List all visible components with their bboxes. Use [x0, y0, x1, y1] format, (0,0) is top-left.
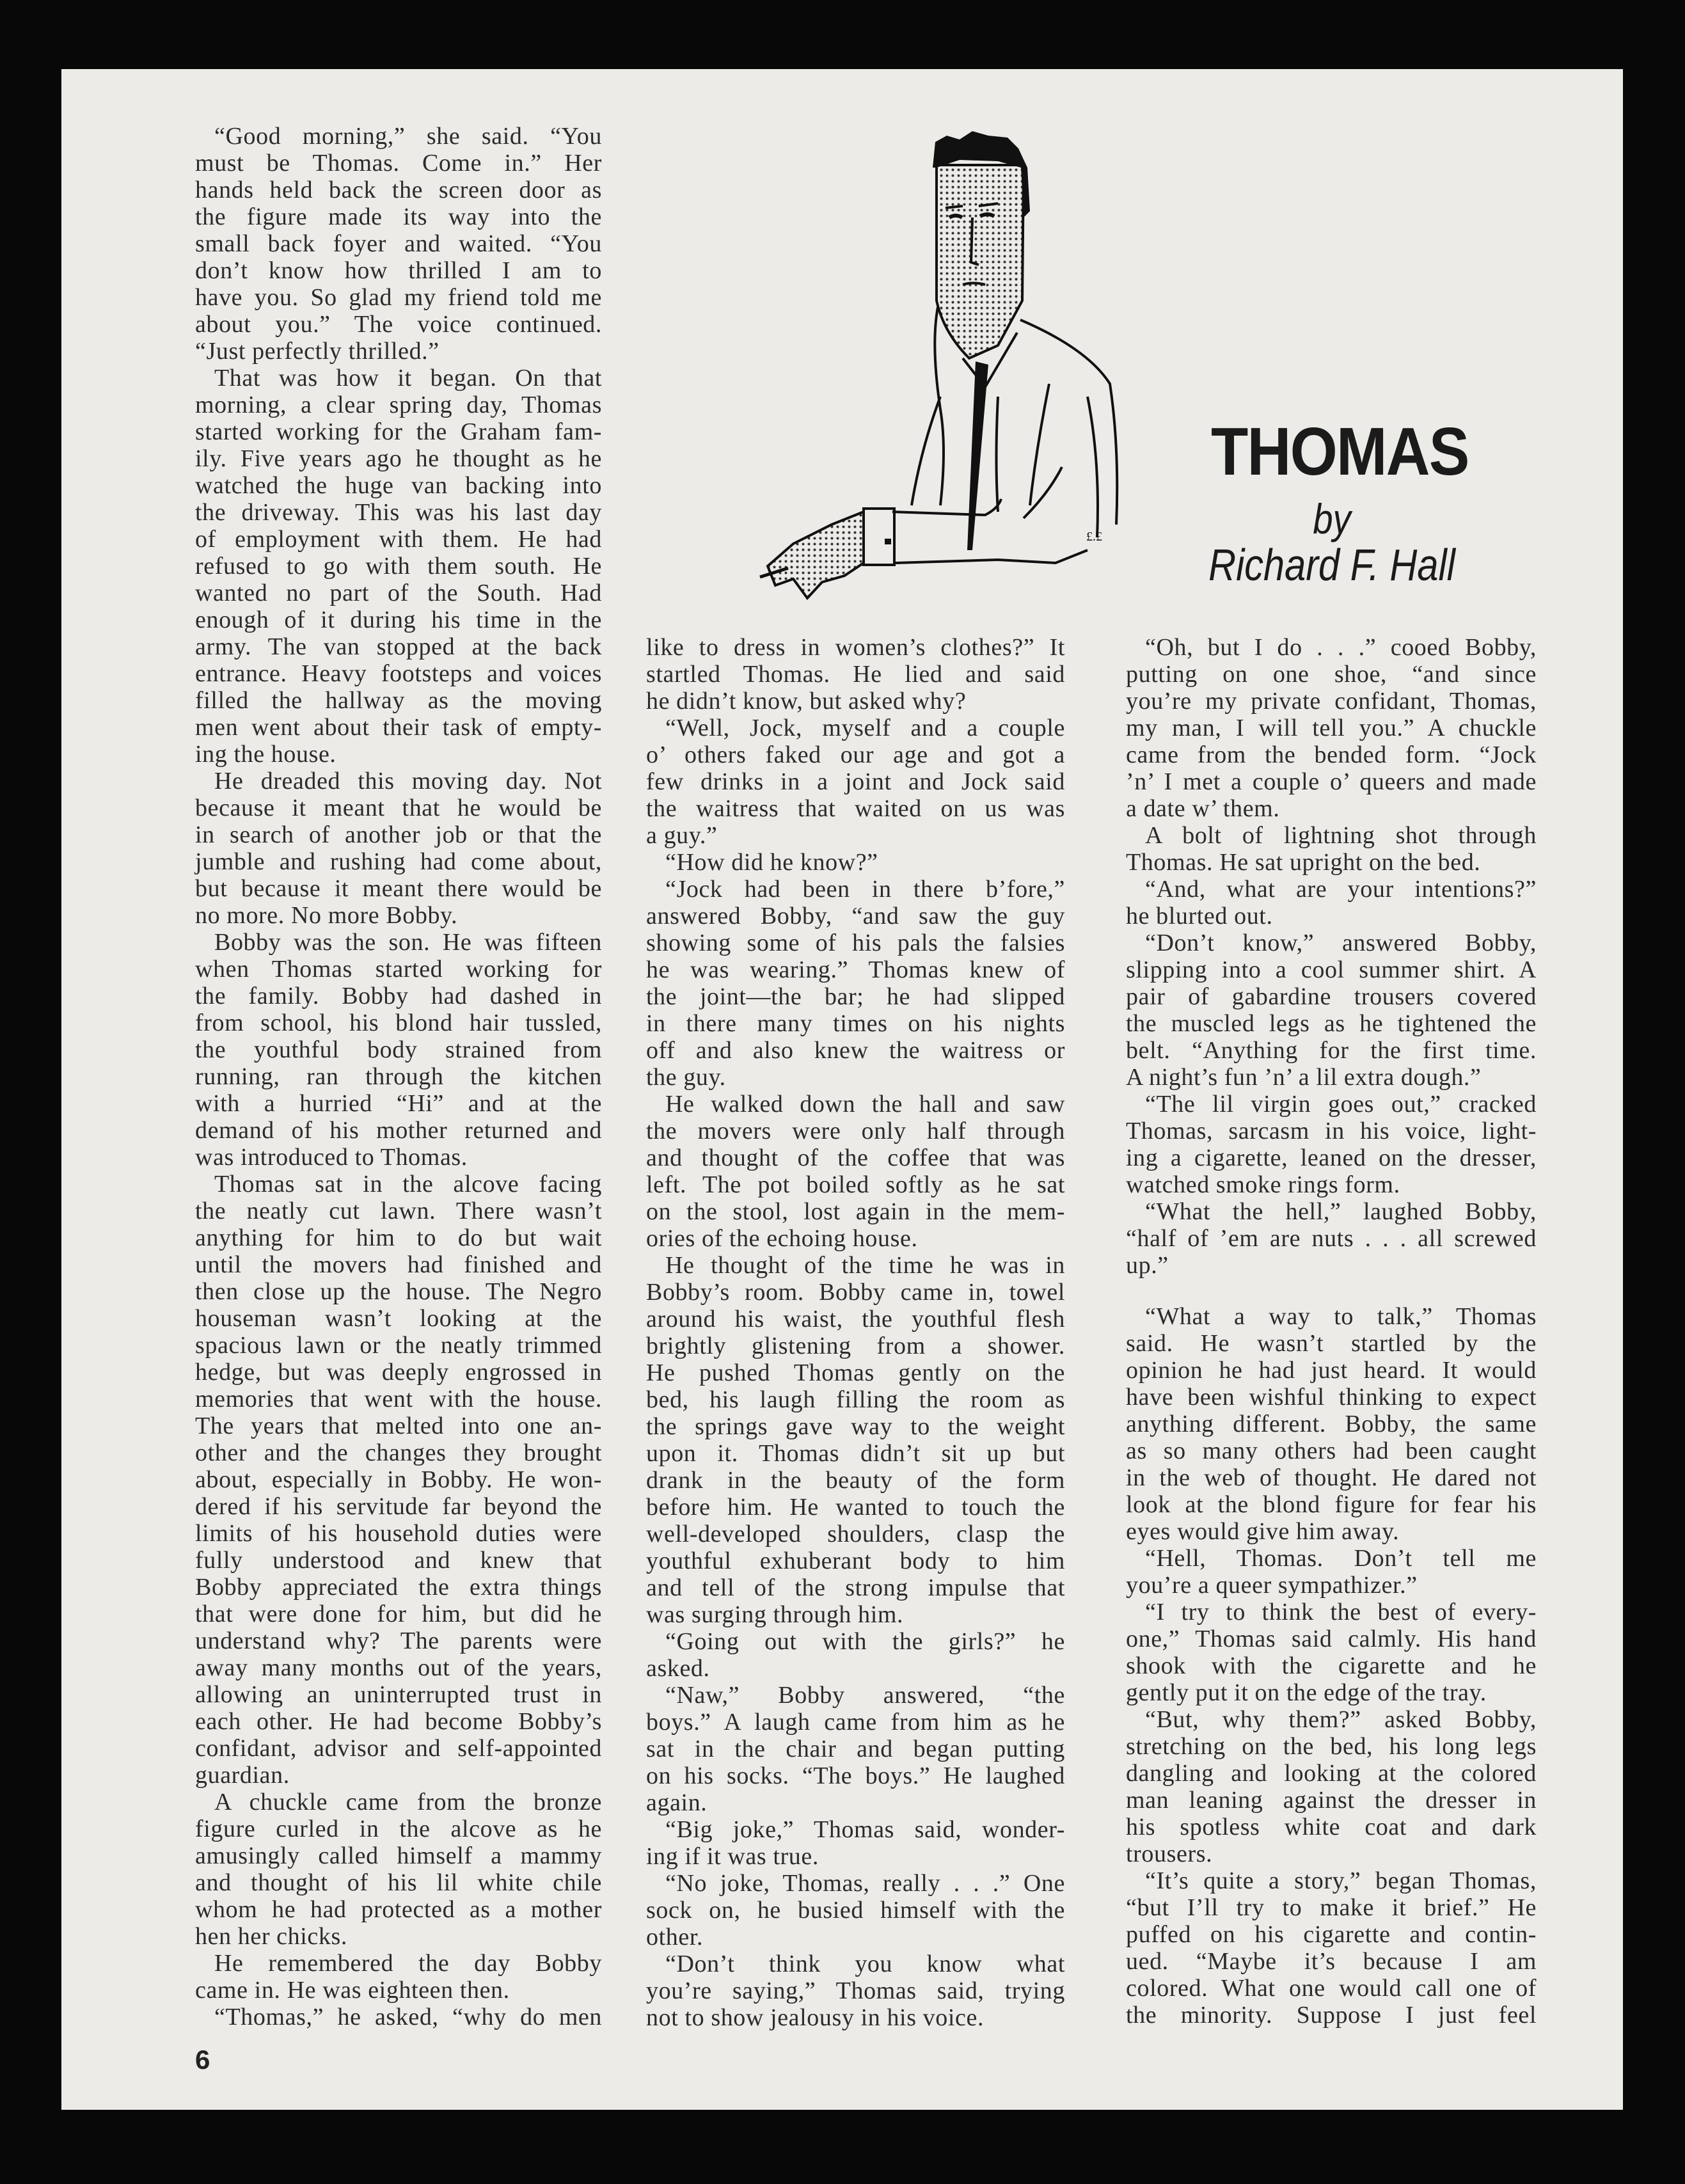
- paragraph: [1126, 930, 1537, 1091]
- paragraph: [646, 1951, 1065, 2031]
- text-line: “It’s quite a story,” began Thomas,: [1145, 1867, 1537, 1894]
- text-line: off and also knew the waitress or: [646, 1037, 1065, 1064]
- text-line: guardian.: [195, 1762, 290, 1789]
- text-line: He dreaded this moving day. Not: [214, 768, 602, 795]
- text-line: drank in the beauty of the form: [646, 1467, 1065, 1494]
- text-line: watched smoke rings form.: [1126, 1171, 1400, 1198]
- text-line: then close up the house. The Negro: [195, 1278, 602, 1305]
- text-line: was introduced to Thomas.: [195, 1144, 468, 1171]
- text-line: o’ others faked our age and got a: [646, 741, 1065, 768]
- shirt-cuff: [864, 509, 894, 565]
- paragraph: [646, 634, 1065, 715]
- text-line: “Good morning,” she said. “You: [214, 123, 602, 150]
- text-line: eyes would give him away.: [1126, 1518, 1400, 1545]
- text-line: Thomas, sarcasm in his voice, light-: [1126, 1118, 1537, 1144]
- text-line: dered if his servitude far beyond the: [195, 1493, 602, 1520]
- text-line: morning, a clear spring day, Thomas: [195, 392, 602, 418]
- text-line: up.”: [1126, 1252, 1169, 1279]
- paragraph: [1126, 876, 1537, 930]
- text-line: “Thomas,” he asked, “why do men: [214, 2004, 602, 2030]
- paragraph: [646, 715, 1065, 849]
- text-line: sat in the chair and began putting: [646, 1736, 1065, 1762]
- text-line: enough of it during his time in the: [195, 606, 602, 633]
- paragraph: [646, 1252, 1065, 1628]
- text-line: hen her chicks.: [195, 1923, 347, 1950]
- paragraph: [1126, 1545, 1537, 1599]
- paragraph: [646, 1870, 1065, 1951]
- text-line: “Just perfectly thrilled.”: [195, 338, 439, 365]
- page-number: 6: [195, 2045, 210, 2075]
- text-line: wanted no part of the South. Had: [195, 580, 602, 606]
- text-line: bed, his laugh filling the room as: [646, 1386, 1065, 1413]
- text-line: “What the hell,” laughed Bobby,: [1145, 1198, 1537, 1225]
- text-line: “but I’ll try to make it brief.” He: [1126, 1894, 1537, 1921]
- cufflink: [885, 539, 891, 544]
- text-line: anything for him to do but wait: [195, 1224, 602, 1251]
- text-line: The years that melted into one an-: [195, 1412, 602, 1439]
- text-line: “How did he know?”: [665, 849, 878, 876]
- text-line: the figure made its way into the: [195, 203, 602, 230]
- text-line: sock on, he busied himself with the: [646, 1897, 1065, 1924]
- text-line: brightly glistening from a shower.: [646, 1333, 1065, 1359]
- text-line: like to dress in women’s clothes?” It: [646, 634, 1065, 661]
- text-line: when Thomas started working for: [195, 956, 602, 983]
- text-line: no more. No more Bobby.: [195, 902, 458, 929]
- text-line: hands held back the screen door as: [195, 177, 602, 203]
- text-line: whom he had protected as a mother: [195, 1896, 602, 1923]
- text-line: in search of another job or that the: [195, 821, 602, 848]
- text-line: He walked down the hall and saw: [665, 1091, 1065, 1118]
- text-line: ’n’ I met a couple o’ queers and made: [1126, 768, 1537, 795]
- text-line: he didn’t know, but asked why?: [646, 688, 967, 715]
- text-line: men went about their task of empty-: [195, 714, 602, 741]
- text-line: fully understood and knew that: [195, 1547, 602, 1574]
- paragraph: [195, 2004, 602, 2030]
- paragraph: [646, 876, 1065, 1091]
- text-line: in the web of thought. He dared not: [1126, 1464, 1537, 1491]
- paragraph: [1126, 1303, 1537, 1545]
- text-line: ily. Five years ago he thought as he: [195, 445, 602, 472]
- paragraph: [1126, 1198, 1537, 1279]
- text-line: said. He wasn’t startled by the: [1126, 1330, 1537, 1357]
- text-line: running, ran through the kitchen: [195, 1063, 602, 1090]
- text-line: Bobby appreciated the extra things: [195, 1574, 602, 1601]
- paragraph: [646, 1682, 1065, 1816]
- text-line: away many months out of the years,: [195, 1654, 602, 1681]
- text-line: other and the changes they brought: [195, 1439, 602, 1466]
- text-line: ing if it was true.: [646, 1843, 819, 1870]
- text-line: the joint—the bar; he had slipped: [646, 983, 1065, 1010]
- text-column-1: [195, 123, 602, 2030]
- text-line: ued. “Maybe it’s because I am: [1126, 1948, 1537, 1975]
- text-line: Thomas sat in the alcove facing: [214, 1171, 602, 1198]
- text-line: he blurted out.: [1126, 903, 1273, 930]
- text-line: “The lil virgin goes out,” cracked: [1145, 1091, 1537, 1118]
- text-line: from school, his blond hair tussled,: [195, 1009, 602, 1036]
- text-line: memories that went with the house.: [195, 1386, 602, 1412]
- paragraph: [195, 123, 602, 365]
- text-line: don’t know how thrilled I am to: [195, 257, 602, 284]
- text-line: “Naw,” Bobby answered, “the: [665, 1682, 1065, 1709]
- text-line: “Jock had been in there b’fore,”: [665, 876, 1065, 903]
- paragraph: [646, 1091, 1065, 1252]
- text-line: my man, I will tell you.” A chuckle: [1126, 715, 1537, 741]
- paragraph: [1126, 1599, 1537, 1706]
- text-line: refused to go with them south. He: [195, 553, 602, 580]
- paragraph: [1126, 1706, 1537, 1867]
- text-line: as so many others had been caught: [1126, 1437, 1537, 1464]
- text-line: amusingly called himself a mammy: [195, 1842, 602, 1869]
- text-line: answered Bobby, “and saw the guy: [646, 903, 1065, 930]
- text-line: Thomas. He sat upright on the bed.: [1126, 849, 1481, 876]
- hand: [768, 512, 864, 598]
- text-line: around his waist, the youthful flesh: [646, 1306, 1065, 1333]
- text-line: before him. He wanted to touch the: [646, 1494, 1065, 1521]
- byline-by: by: [1313, 495, 1351, 542]
- paragraph: [195, 929, 602, 1171]
- text-line: slipping into a cool summer shirt. A: [1126, 956, 1537, 983]
- text-line: you’re saying,” Thomas said, trying: [646, 1977, 1065, 2004]
- text-column-3: [1126, 634, 1537, 2029]
- text-line: gently put it on the edge of the tray.: [1126, 1679, 1487, 1706]
- text-line: the springs gave way to the weight: [646, 1413, 1065, 1440]
- text-line: “But, why them?” asked Bobby,: [1145, 1706, 1537, 1733]
- text-line: with a hurried “Hi” and at the: [195, 1090, 602, 1117]
- text-line: came in. He was eighteen then.: [195, 1977, 510, 2004]
- text-line: came from the bended form. “Jock: [1126, 741, 1537, 768]
- text-line: boys.” A laugh came from him as he: [646, 1709, 1065, 1736]
- text-line: A night’s fun ’n’ a lil extra dough.”: [1126, 1064, 1482, 1091]
- paragraph: [195, 365, 602, 768]
- text-line: few drinks in a joint and Jock said: [646, 768, 1065, 795]
- text-line: “And, what are your intentions?”: [1145, 876, 1537, 903]
- text-line: have been wishful thinking to expect: [1126, 1384, 1537, 1411]
- text-line: the muscled legs as he tightened the: [1126, 1010, 1537, 1037]
- text-line: showing some of his pals the falsies: [646, 930, 1065, 956]
- article-title: THOMAS: [1211, 414, 1469, 489]
- text-column-2: [646, 634, 1065, 2031]
- text-line: you’re a queer sympathizer.”: [1126, 1572, 1418, 1599]
- text-line: the guy.: [646, 1064, 726, 1091]
- text-line: the driveway. This was his last day: [195, 499, 602, 526]
- text-line: anything different. Bobby, the same: [1126, 1411, 1537, 1437]
- text-line: allowing an uninterrupted trust in: [195, 1681, 602, 1708]
- paragraph: [646, 1628, 1065, 1682]
- paragraph: [195, 1171, 602, 1789]
- text-line: each other. He had become Bobby’s: [195, 1708, 602, 1735]
- text-line: hedge, but was deeply engrossed in: [195, 1359, 602, 1386]
- necktie: [967, 361, 988, 550]
- text-line: asked.: [646, 1655, 710, 1682]
- text-line: A chuckle came from the bronze: [214, 1789, 602, 1816]
- text-line: “Don’t know,” answered Bobby,: [1145, 930, 1537, 956]
- paragraph: [646, 1816, 1065, 1870]
- text-line: ing the house.: [195, 741, 336, 768]
- text-line: a date w’ them.: [1126, 795, 1280, 822]
- paragraph: [1126, 1867, 1537, 2029]
- text-line: watched the huge van backing into: [195, 472, 602, 499]
- paragraph: [1126, 1091, 1537, 1198]
- text-line: entrance. Heavy footsteps and voices: [195, 660, 602, 687]
- text-line: shook with the cigarette and he: [1126, 1652, 1537, 1679]
- text-line: the neatly cut lawn. There wasn’t: [195, 1198, 602, 1224]
- text-line: dangling and looking at the colored: [1126, 1760, 1537, 1787]
- text-line: on the stool, lost again in the mem-: [646, 1198, 1065, 1225]
- text-line: about you.” The voice continued.: [195, 311, 602, 338]
- text-line: you’re my private confidant, Thomas,: [1126, 688, 1537, 715]
- text-line: the family. Bobby had dashed in: [195, 983, 602, 1009]
- text-line: small back foyer and waited. “You: [195, 230, 602, 257]
- paragraph: [195, 1950, 602, 2004]
- text-line: other.: [646, 1924, 704, 1951]
- text-line: the waitress that waited on us was: [646, 795, 1065, 822]
- paragraph: [1126, 634, 1537, 822]
- text-line: “Going out with the girls?” he: [665, 1628, 1065, 1655]
- text-line: “Hell, Thomas. Don’t tell me: [1145, 1545, 1537, 1572]
- text-line: limits of his household duties were: [195, 1520, 602, 1547]
- text-line: started working for the Graham fam-: [195, 418, 602, 445]
- text-line: upon it. Thomas didn’t sit up but: [646, 1440, 1065, 1467]
- text-line: putting on one shoe, “and since: [1126, 661, 1537, 688]
- text-line: left. The pot boiled softly as he sat: [646, 1171, 1065, 1198]
- text-line: “half of ’em are nuts . . . all screwed: [1126, 1225, 1537, 1252]
- text-line: and thought of the coffee that was: [646, 1144, 1065, 1171]
- text-line: trousers.: [1126, 1840, 1213, 1867]
- text-line: ories of the echoing house.: [646, 1225, 918, 1252]
- text-line: was surging through him.: [646, 1601, 904, 1628]
- text-line: “Big joke,” Thomas said, wonder-: [665, 1816, 1065, 1843]
- text-line: must be Thomas. Come in.” Her: [195, 150, 602, 177]
- text-line: He pushed Thomas gently on the: [646, 1359, 1065, 1386]
- paragraph: [646, 849, 1065, 876]
- text-line: confidant, advisor and self-appointed: [195, 1735, 602, 1762]
- text-line: “Oh, but I do . . .” cooed Bobby,: [1145, 634, 1537, 661]
- text-line: “Well, Jock, myself and a couple: [665, 715, 1065, 741]
- text-line: a guy.”: [646, 822, 718, 849]
- text-line: again.: [646, 1789, 708, 1816]
- text-line: and tell of the strong impulse that: [646, 1574, 1065, 1601]
- text-line: youthful exhuberant body to him: [646, 1547, 1065, 1574]
- text-line: A bolt of lightning shot through: [1145, 822, 1537, 849]
- text-line: “No joke, Thomas, really . . .” One: [665, 1870, 1065, 1897]
- text-line: Bobby’s room. Bobby came in, towel: [646, 1279, 1065, 1306]
- text-line: the movers were only half through: [646, 1118, 1065, 1144]
- face: [937, 165, 1024, 358]
- text-line: about, especially in Bobby. He won-: [195, 1466, 602, 1493]
- artist-signature: £.£: [1086, 530, 1102, 544]
- text-line: spacious lawn or the neatly trimmed: [195, 1332, 602, 1359]
- text-line: look at the blond figure for fear his: [1126, 1491, 1537, 1518]
- text-line: houseman wasn’t looking at the: [195, 1305, 602, 1332]
- text-line: one,” Thomas said calmly. His hand: [1126, 1626, 1537, 1652]
- text-line: understand why? The parents were: [195, 1627, 602, 1654]
- text-line: opinion he had just heard. It would: [1126, 1357, 1537, 1384]
- text-line: pair of gabardine trousers covered: [1126, 983, 1537, 1010]
- text-line: until the movers had finished and: [195, 1251, 602, 1278]
- text-line: the youthful body strained from: [195, 1036, 602, 1063]
- text-line: that were done for him, but did he: [195, 1601, 602, 1627]
- text-line: “I try to think the best of every-: [1145, 1599, 1537, 1626]
- text-line: and thought of his lil white chile: [195, 1869, 602, 1896]
- text-line: not to show jealousy in his voice.: [646, 2004, 985, 2031]
- text-line: army. The van stopped at the back: [195, 633, 602, 660]
- text-line: demand of his mother returned and: [195, 1117, 602, 1144]
- text-line: his spotless white coat and dark: [1126, 1814, 1537, 1840]
- text-line: in there many times on his nights: [646, 1010, 1065, 1037]
- magazine-page: [61, 69, 1623, 2110]
- author-name: Richard F. Hall: [1208, 540, 1455, 590]
- text-line: colored. What one would call one of: [1126, 1975, 1537, 2002]
- text-line: puffed on his cigarette and contin-: [1126, 1921, 1537, 1948]
- text-line: man leaning against the dresser in: [1126, 1787, 1537, 1814]
- text-line: That was how it began. On that: [214, 365, 602, 392]
- text-line: “Don’t think you know what: [665, 1951, 1065, 1977]
- text-line: jumble and rushing had come about,: [195, 848, 602, 875]
- text-line: startled Thomas. He lied and said: [646, 661, 1065, 688]
- text-line: Bobby was the son. He was fifteen: [214, 929, 602, 956]
- paragraph: [195, 1789, 602, 1950]
- shirt-outline: [892, 307, 1117, 563]
- text-line: because it meant that he would be: [195, 795, 602, 821]
- text-line: on his socks. “The boys.” He laughed: [646, 1762, 1065, 1789]
- paragraph: [1126, 822, 1537, 876]
- text-line: “What a way to talk,” Thomas: [1145, 1303, 1537, 1330]
- text-line: He remembered the day Bobby: [214, 1950, 602, 1977]
- text-line: have you. So glad my friend told me: [195, 284, 602, 311]
- text-line: but because it meant there would be: [195, 875, 602, 902]
- text-line: stretching on the bed, his long legs: [1126, 1733, 1537, 1760]
- text-line: of employment with them. He had: [195, 526, 602, 553]
- text-line: the minority. Suppose I just feel: [1126, 2002, 1537, 2029]
- text-line: he was wearing.” Thomas knew of: [646, 956, 1065, 983]
- text-line: ing a cigarette, leaned on the dresser,: [1126, 1144, 1537, 1171]
- text-line: belt. “Anything for the first time.: [1126, 1037, 1537, 1064]
- text-line: figure curled in the alcove as he: [195, 1816, 602, 1842]
- text-line: He thought of the time he was in: [665, 1252, 1065, 1279]
- text-line: filled the hallway as the moving: [195, 687, 602, 714]
- paragraph: [195, 768, 602, 929]
- text-line: well-developed shoulders, clasp the: [646, 1521, 1065, 1547]
